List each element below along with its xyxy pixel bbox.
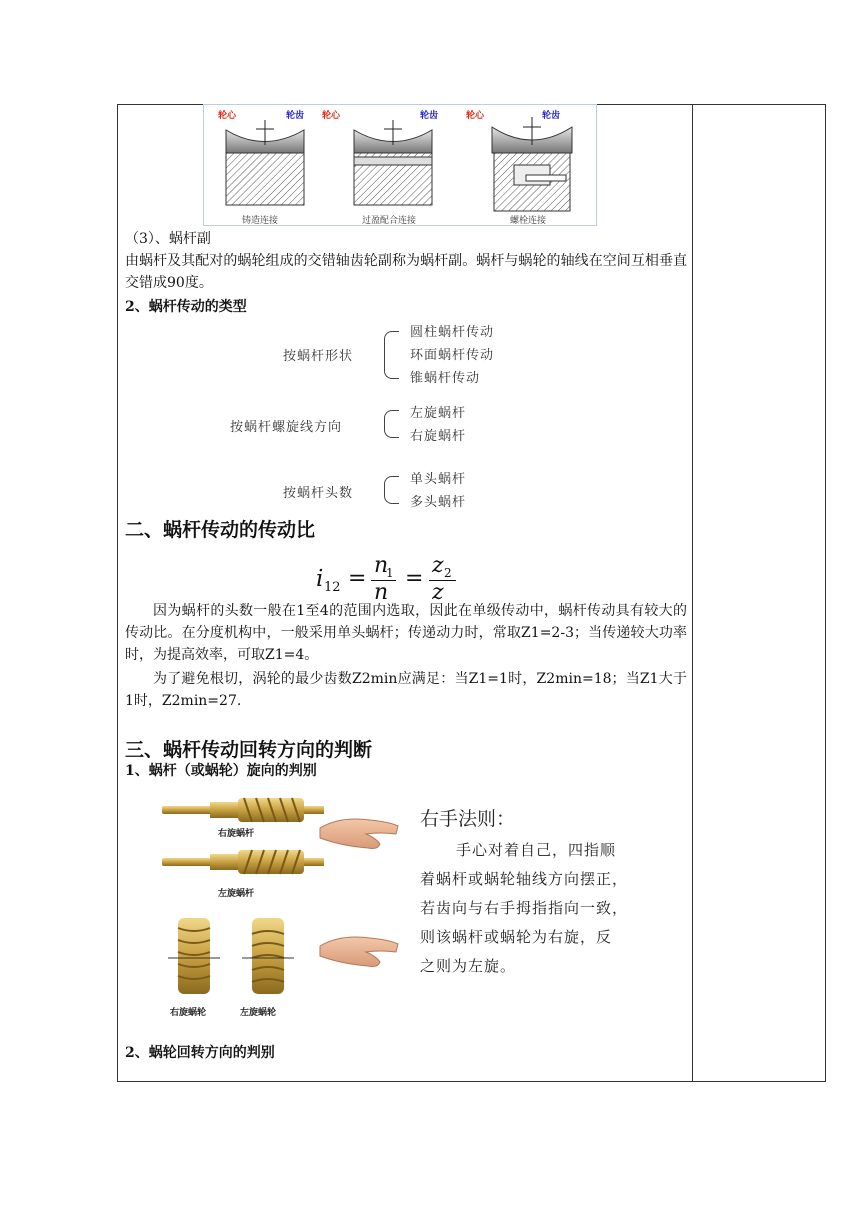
rule-line-3: 若齿向与右手拇指指向一致， <box>420 899 629 917</box>
left-hand-wheel-label: 左旋蜗轮 <box>240 1008 277 1018</box>
formula-bar-2 <box>429 580 456 581</box>
rule-line-4: 则该蜗杆或蜗轮为右旋，反 <box>420 928 613 946</box>
figure-caption-interference: 过盈配合连接 <box>362 216 417 226</box>
left-hand-worm-label: 左旋蜗杆 <box>218 889 255 899</box>
worm-pair-paragraph: 由蜗杆及其配对的蜗轮组成的交错轴齿轮副称为蜗杆副。蜗杆与蜗轮的轴线在空间互相垂直交错成90度。 <box>125 253 687 291</box>
item-left-hand: 左旋蜗杆 <box>410 406 467 421</box>
right-hand-rule-title: 右手法则： <box>420 808 516 830</box>
bolted-connection-drawing <box>492 117 572 211</box>
ratio-heading: 二、蜗杆传动的传动比 <box>125 519 316 541</box>
item-multi-start: 多头蜗杆 <box>410 495 467 510</box>
brace-helix <box>384 410 399 438</box>
worm-pair-heading: （3）、蜗杆副 <box>125 231 211 247</box>
formula-i-sub: 12 <box>324 580 341 595</box>
hub-label-2: 轮心 <box>322 111 341 121</box>
formula-bar-1 <box>371 580 396 581</box>
wheel-connection-diagram <box>204 105 596 225</box>
group-by-helix: 按蜗杆螺旋线方向 <box>230 420 343 435</box>
formula-i: i <box>316 566 324 592</box>
right-hand-worm-image <box>162 798 324 822</box>
hand-image-bottom <box>320 937 398 967</box>
right-hand-wheel-label: 右旋蜗轮 <box>170 1008 207 1018</box>
formula-eq-2: = <box>405 566 424 591</box>
rule-line-2: 着蜗杆或蜗轮轴线方向摆正， <box>420 870 629 888</box>
brace-shape <box>384 331 399 379</box>
wheel-connection-figure <box>203 104 597 226</box>
item-single-start: 单头蜗杆 <box>410 472 467 487</box>
item-right-hand: 右旋蜗杆 <box>410 429 467 444</box>
hub-label-3: 轮心 <box>466 111 485 121</box>
rim-label-3: 轮齿 <box>542 111 561 121</box>
formula-z-sub: 2 <box>444 566 452 580</box>
hand-image-top <box>320 819 398 849</box>
formula-n: n <box>374 553 389 578</box>
right-hand-worm-label: 右旋蜗杆 <box>218 829 255 839</box>
right-hand-rule-text <box>420 836 690 981</box>
rim-label-1: 轮齿 <box>286 111 305 121</box>
formula-eq-1: = <box>348 566 367 591</box>
right-hand-wheel-image <box>168 918 220 994</box>
cast-connection-drawing <box>226 120 304 205</box>
formula-z-denom: z <box>432 586 444 600</box>
rule-line-5: 之则为左旋。 <box>420 957 517 975</box>
item-conical: 锥蜗杆传动 <box>410 371 481 386</box>
interference-fit-drawing <box>354 120 432 205</box>
rotation-direction-subheading: 2、蜗轮回转方向的判别 <box>125 1045 275 1061</box>
formula-n-denom: n <box>374 586 389 600</box>
formula-n-sub: 1 <box>386 566 394 580</box>
item-cylindrical: 圆柱蜗杆传动 <box>410 325 495 340</box>
brace-starts <box>384 476 399 504</box>
formula-z: z <box>432 553 444 578</box>
rim-label-2: 轮齿 <box>420 111 439 121</box>
rule-line-1: 手心对着自己，四指顺 <box>456 841 617 859</box>
item-toroidal: 环面蜗杆传动 <box>410 348 495 363</box>
ratio-paragraph-2: 为了避免根切，涡轮的最少齿数Z2min应满足：当Z1=1时，Z2min=18；当Z1大于1时，Z2min=27. <box>125 671 687 709</box>
table-column-divider <box>692 104 693 1082</box>
figure-caption-bolt: 螺栓连接 <box>510 216 547 226</box>
ratio-paragraph-1: 因为蜗杆的头数一般在1至4的范围内选取，因此在单级传动中，蜗杆传动具有较大的传动比。在分度机构中，一般采用单头蜗杆；传递动力时，常取Z1=2-3；当传递较大功率时，为提高效率，可取Z1=4。 <box>125 603 687 663</box>
group-by-shape: 按蜗杆形状 <box>283 349 354 364</box>
left-hand-worm-image <box>162 850 324 874</box>
worm-types-heading: 2、蜗杆传动的类型 <box>125 299 247 315</box>
helix-direction-subheading: 1、蜗杆（或蜗轮）旋向的判别 <box>125 763 317 779</box>
hub-label-1: 轮心 <box>218 111 237 121</box>
figure-caption-cast: 铸造连接 <box>242 216 279 226</box>
worm-hand-illustration <box>160 790 400 1020</box>
left-hand-wheel-image <box>242 918 294 994</box>
direction-heading: 三、蜗杆传动回转方向的判断 <box>125 739 373 761</box>
group-by-starts: 按蜗杆头数 <box>283 486 354 501</box>
